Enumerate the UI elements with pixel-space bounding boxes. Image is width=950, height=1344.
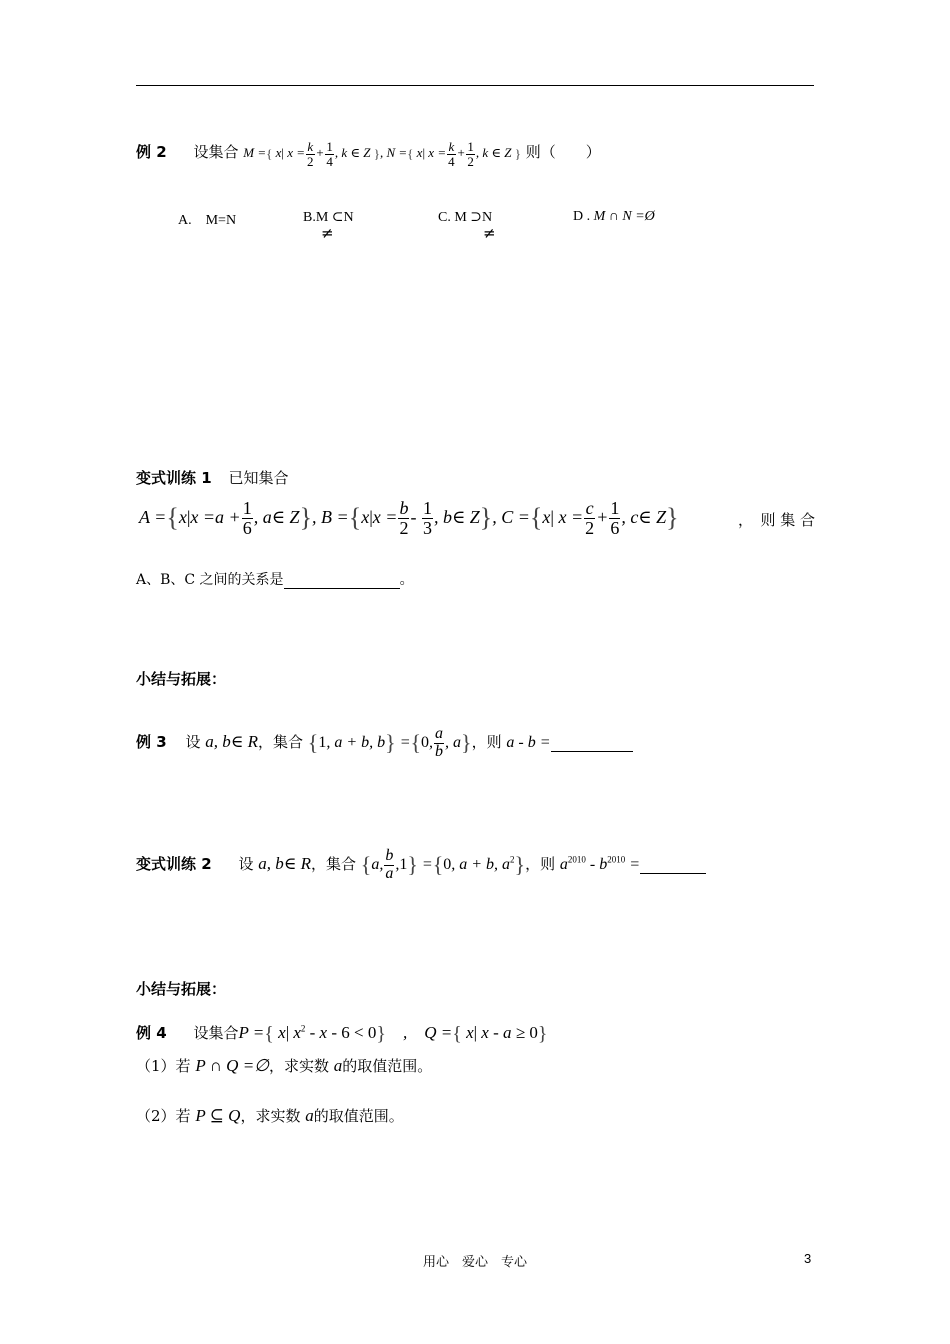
sets-abc-formula: A ={x|x =a + $\frac{1}{6}$ , a∈ Z}, B ={x|x = $\frac{b}{2}$ - $\frac{1}{3}$ , b∈ Z}, C ={x| x = $\frac{c}{2}$ + $\frac{1}{6}$ , c∈ Z}: [139, 498, 679, 538]
a-minus-b: a - b =: [506, 733, 551, 751]
p-cap-q-empty: P ∩ Q =∅: [195, 1056, 269, 1075]
variant-label: 变式训练 2: [136, 854, 212, 873]
power-difference: $a^{2010} - b^{2010}$ =: [559, 854, 641, 873]
example-label: 例 4: [136, 1024, 167, 1042]
not-equal-mark-b: ≠: [321, 224, 334, 242]
example-text: ，集合: [257, 732, 303, 751]
variant-question-text: A、B、C 之间的关系是: [136, 572, 284, 588]
page-number: 3: [804, 1251, 812, 1266]
question-number: （2）若: [136, 1107, 191, 1125]
exponent: 2010: [567, 854, 586, 865]
example-text: ，则: [471, 732, 502, 751]
question-end: 的取值范围。: [313, 1107, 404, 1125]
example-label: 例 2: [136, 143, 167, 162]
option-a: A. M=N: [178, 213, 237, 228]
variant-text: 已知集合: [228, 469, 289, 487]
example-3: [136, 726, 633, 761]
variable-a: a: [333, 1056, 343, 1075]
variant-2: [136, 848, 706, 883]
variant-text: ，集合: [310, 854, 356, 873]
variant-1-question: [136, 569, 414, 589]
example-tail: 则（ ）: [525, 143, 601, 162]
option-d-math: M ∩ N =Ø: [593, 209, 655, 224]
answer-blank[interactable]: [284, 572, 400, 589]
example-text: 设集合: [193, 1024, 239, 1042]
sets-pq-formula: P ={ x| $x^2 - x - 6 < 0$} , Q ={ x| x - a ≥ 0}: [238, 1022, 548, 1045]
set-equation: {1, a + b, b} ={0, $\frac{a}{b}$ , a}: [307, 725, 472, 760]
summary-heading-1: 小结与拓展：: [136, 670, 227, 688]
example-2: [136, 140, 601, 168]
example-4: [136, 1018, 547, 1046]
variant-tail: ， 则 集 合: [737, 511, 815, 529]
variable-a: a: [305, 1106, 314, 1125]
footer-center: 用心 爱心 专心: [422, 1255, 527, 1270]
variant-text: 设: [238, 854, 254, 873]
answer-blank[interactable]: [551, 733, 633, 752]
variant-text: ，则: [525, 854, 556, 873]
option-d: [573, 209, 655, 225]
example-text: 设: [185, 732, 201, 751]
exponent: 2010: [607, 854, 626, 865]
question-text: ，求实数: [240, 1107, 301, 1125]
set-equation: {a, $\frac{b}{a}$ ,1} ={0, a + b, $a^2$}: [360, 847, 526, 882]
question-number: （1）若: [136, 1057, 191, 1075]
example-label: 例 3: [136, 732, 167, 751]
variant-1-heading: [136, 467, 288, 488]
ab-in-R: a, b∈ R: [205, 731, 258, 751]
question-end: 。: [399, 572, 414, 588]
option-b: B.M ⊂N: [303, 210, 354, 225]
answer-blank[interactable]: [640, 855, 706, 874]
p-subset-q: P ⊆ Q: [195, 1106, 241, 1125]
question-2: [136, 1105, 404, 1126]
option-c: C. M ⊃N: [438, 210, 493, 225]
not-equal-mark-c: ≠: [483, 224, 496, 242]
option-d-prefix: D .: [573, 209, 591, 224]
variant-1-formula-line: [139, 499, 815, 538]
example-text: 设集合: [193, 143, 239, 162]
header-rule: [136, 85, 814, 86]
variant-label: 变式训练 1: [136, 469, 212, 487]
question-end: 的取值范围。: [342, 1057, 433, 1075]
question-text: ，求实数: [269, 1057, 330, 1075]
set-M-formula: M ={ x| x = $\frac{k}{2}$ + $\frac{1}{4}$ , k ∈ Z }, N ={ x| x = $\frac{k}{4}$ + $\frac{1}{2}$ , k ∈ Z }: [243, 139, 521, 169]
ab-in-R: a, b∈ R: [258, 853, 311, 873]
summary-heading-2: 小结与拓展：: [136, 980, 227, 998]
question-1: [136, 1055, 432, 1076]
